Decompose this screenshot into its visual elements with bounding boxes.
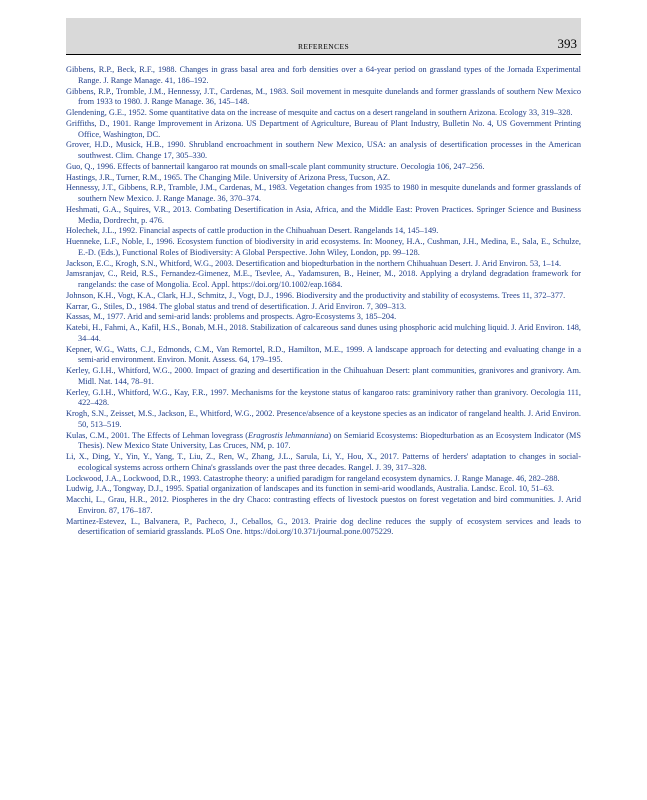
reference-item: Katebi, H., Fahmi, A., Kafil, H.S., Bonab, M.H., 2018. Stabilization of calcareous sand dunes using phosphoric acid mulching liquid. J. Arid Environ. 148, 34–44. <box>66 323 581 343</box>
reference-item: Johnson, K.H., Vogt, K.A., Clark, H.J., Schmitz, J., Vogt, D.J., 1996. Biodiversity and the productivity and stability of ecosystems. Trees 11, 372–377. <box>66 290 566 300</box>
reference-item: Kepner, W.G., Watts, C.J., Edmonds, C.M., Van Remortel, R.D., Hamilton, M.E., 1999. A landscape approach for detecting and evaluating change in a semi-arid environment. Environ. Monit. Assess. 64, 179–195. <box>66 344 581 365</box>
page-number: 393 <box>557 36 577 51</box>
reference-item: Hennessy, J.T., Gibbens, R.P., Tramble, J.M., Cardenas, M., 1983. Vegetation changes from 1935 to 1980 in mesquite dunelands and former grasslands of southern New Mexico. J. Range Manage. 36, 370–374. <box>66 183 581 203</box>
reference-item: Heshmati, G.A., Squires, V.R., 2013. Combating Desertification in Asia, Africa, and the Middle East: Proven Practices. Springer Science and Business Media, Dordrecht, p. 476. <box>66 204 581 225</box>
reference-item: Hastings, J.R., Turner, R.M., 1965. The Changing Mile. University of Arizona Press, Tucson, AZ. <box>66 172 391 182</box>
reference-item: Huenneke, L.F., Noble, I., 1996. Ecosystem function of biodiversity in arid ecosystems. In: Mooney, H.A., Cushman, J.H., Medina, E., Sala, E., Schulze, E.-D. (Eds.), Functional Roles of Biodiversity: A Global Perspective. John Wiley, London, pp. 99–128. <box>66 237 581 257</box>
reference-item: Jackson, E.C., Krogh, S.N., Whitford, W.G., 2003. Desertification and biopedturbation in the northern Chihuahuan Desert. J. Arid Environ. 53, 1–14. <box>66 258 562 268</box>
reference-item: Gibbens, R.P., Tromble, J.M., Hennessy, J.T., Cardenas, M., 1983. Soil movement in mesquite dunelands and former grasslands of southern New Mexico from 1933 to 1980. J. Range Manage. 36, 145–148. <box>66 86 581 107</box>
reference-item: Martinez-Estevez, L., Balvanera, P., Pacheco, J., Ceballos, G., 2013. Prairie dog decline reduces the supply of ecosystem services and leads to desertification of semiarid grasslands. PLoS One. https://doi.org/10.371/journal.pone.0075229. <box>66 516 581 537</box>
reference-item: Kulas, C.M., 2001. The Effects of Lehman lovegrass (Eragrostis lehmanniana) on Semiarid Ecosystems: Biopedturbation as an Ecosystem Indicator (MS Thesis). New Mexico State University, Las Cruces, NM, p. 107. <box>66 430 581 451</box>
reference-item: Holechek, J.L., 1992. Financial aspects of cattle production in the Chihuahuan Desert. Rangelands 14, 145–149. <box>66 226 439 236</box>
reference-item: Gibbens, R.P., Beck, R.F., 1988. Changes in grass basal area and forb densities over a 64-year period on grassland types of the Jornada Experimental Range. J. Range Manage. 41, 186–192. <box>66 65 581 85</box>
reference-item: Griffiths, D., 1901. Range Improvement in Arizona. US Department of Agriculture, Bureau of Plant Industry, Bulletin No. 4, US Government Printing Office, Washington, DC. <box>66 118 581 139</box>
reference-item: Karrar, G., Stiles, D., 1984. The global status and trend of desertification. J. Arid Environ. 7, 309–313. <box>66 301 407 311</box>
reference-item: Kassas, M., 1977. Arid and semi-arid lands: problems and prospects. Agro-Ecosystems 3, 185–204. <box>66 312 397 322</box>
reference-item: Ludwig, J.A., Tongway, D.J., 1995. Spatial organization of landscapes and its function in semi-arid woodlands, Australia. Landsc. Ecol. 10, 51–63. <box>66 484 555 494</box>
reference-item: Krogh, S.N., Zeisset, M.S., Jackson, E., Whitford, W.G., 2002. Presence/absence of a keystone species as an indicator of rangeland health. J. Arid Environ. 50, 513–519. <box>66 409 581 429</box>
reference-item: Guo, Q., 1996. Effects of bannertail kangaroo rat mounds on small-scale plant community structure. Oecologia 106, 247–256. <box>66 161 485 171</box>
reference-item: Macchi, L., Grau, H.R., 2012. Piospheres in the dry Chaco: contrasting effects of livestock puestos on forest vegetation and bird communities. J. Arid Environ. 87, 176–187. <box>66 495 581 515</box>
reference-item: Kerley, G.I.H., Whitford, W.G., Kay, F.R., 1997. Mechanisms for the keystone status of kangaroo rats: graminivory rather than granivory. Oecologia 111, 422–428. <box>66 387 581 408</box>
running-header <box>66 18 581 55</box>
reference-item: Lockwood, J.A., Lockwood, D.R., 1993. Catastrophe theory: a unified paradigm for rangeland ecosystem dynamics. J. Range Manage. 46, 282–288. <box>66 473 560 483</box>
reference-item: Kerley, G.I.H., Whitford, W.G., 2000. Impact of grazing and desertification in the Chihuahuan Desert: plant communities, granivores and granivory. Am. Midl. Nat. 144, 78–91. <box>66 366 581 386</box>
reference-item: Glendening, G.E., 1952. Some quantitative data on the increase of mesquite and cactus on a desert rangeland in southern Arizona. Ecology 33, 319–328. <box>66 108 573 117</box>
reference-item: Jamsranjav, C., Reid, R.S., Fernandez-Gimenez, M.E., Tsevlee, A., Yadamsuren, B., Heiner, M., 2018. Applying a dryland degradation framework for rangelands: the case of Mongolia. Ecol. Appl. https://doi.org/10.1002/eap.1684. <box>66 269 581 289</box>
running-header-title: REFERENCES <box>297 42 350 51</box>
reference-item: Grover, H.D., Musick, H.B., 1990. Shrubland encroachment in southern New Mexico, USA: an analysis of desertification processes in the American southwest. Clim. Change 17, 305–330. <box>66 140 581 160</box>
reference-list <box>66 65 581 538</box>
reference-item: Li, X., Ding, Y., Yin, Y., Yang, T., Liu, Z., Ren, W., Zhang, J.L., Sarula, Li, Y., Hou, X., 2017. Patterns of herders' adaptation to changes in social-ecological systems across orthern China's grasslands over the past three decades. Rangel. J. 39, 317–328. <box>66 452 581 472</box>
